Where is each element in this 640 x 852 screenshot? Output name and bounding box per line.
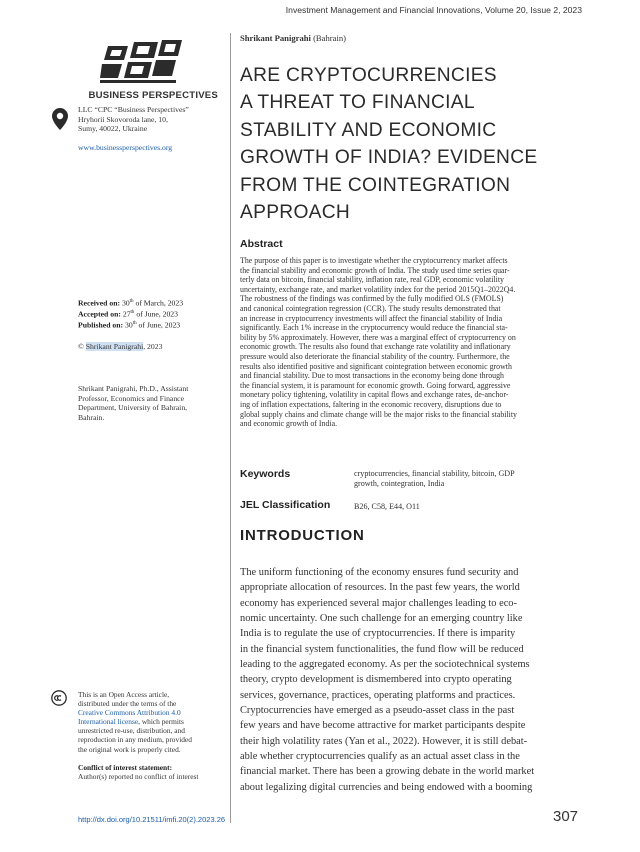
published-day: 30 [125,320,133,330]
publication-dates [78,297,228,330]
abstract-line: and canonical cointegration regression (CCR). The study results demonstrated that [240,303,501,313]
title-line: FROM THE COINTEGRATION [240,174,511,196]
body-line: nomic uncertainty. One such challenge for an emerging country like [240,613,523,625]
body-line: theory, crypto development is dismembered into crypto operating [240,674,512,686]
location-pin-icon [52,108,68,130]
address-line: LLC “CPC “Business Perspectives” [78,105,189,114]
abstract-line: and financial stability. Due to most transactions in the economy being done through [240,371,504,381]
received-date [78,297,228,308]
introduction-text [240,565,582,795]
abstract-line: and economic growth of India. [240,419,338,429]
title-line: A THREAT TO FINANCIAL [240,92,475,114]
body-line: economy has experienced several major challenges leading to eco- [240,597,517,609]
abstract-line: monetary policy tightening, volatility in capital flows and exchange rates, de-anchor- [240,390,509,400]
address-line: Hryhorii Skovoroda lane, 10, [78,114,168,124]
license-link-continued[interactable]: International license [78,717,139,727]
affiliation-line: Department, University of Bahrain, [78,403,188,413]
introduction-heading: INTRODUCTION [240,527,365,544]
body-line: financial market. There has been a growing debate in the world market [240,766,535,778]
author-line [240,33,346,43]
jel-heading: JEL Classification [240,499,331,511]
open-access-line: reproduction in any medium, provided [78,735,192,745]
open-access-line: unrestricted re-use, distribution, and [78,726,185,736]
abstract-line: bility by 5% approximately. However, there was a marginal effect of cryptocurrency on [240,332,516,342]
body-line: The uniform functioning of the economy ensures fund security and [240,567,519,578]
abstract-line: ing of inflation expectations, faltering in the economic recovery, disruptions due to [240,399,502,409]
open-access-notice [78,690,228,754]
open-access-line-rest: , which permits [138,717,184,727]
received-suffix: th [129,299,134,304]
received-label: Received on: [78,298,121,308]
title-line: STABILITY AND ECONOMIC [240,119,497,141]
published-suffix: th [132,321,137,327]
abstract-line: The robustness of the findings was confirmed by the fully modified OLS (FMOLS) [240,294,504,304]
body-line: few years and have become attractive for market participants despite [240,720,526,732]
publisher-name: BUSINESS PERSPECTIVES [88,90,218,101]
abstract-heading: Abstract [240,238,283,250]
accepted-day: 27 [122,309,131,319]
column-divider [230,33,231,823]
abstract-line: global supply chains and climate change will be the major risks to the financial stability [240,409,517,419]
abstract-line: the financial stability and economic growth of India. The study used time series quar- [240,265,510,275]
open-access-line: the original work is properly cited. [78,744,181,754]
abstract-line: the financial system, it is paramount for economic growth. Going forward, aggressive [240,380,511,390]
doi-link[interactable]: http://dx.doi.org/10.21511/imfi.20(2).2023.26 [78,815,226,824]
accepted-rest: of June, 2023 [134,309,178,319]
creative-commons-icon [51,690,67,706]
jel-codes: B26, C58, E44, O11 [354,502,420,511]
open-access-line: This is an Open Access article, [78,690,170,699]
author-country: (Bahrain) [310,33,346,43]
abstract-line: terly data on bitcoin, financial stability, inflation rate, real GDP, economic volatility [240,275,504,285]
article-title [240,62,580,226]
accepted-suffix: th [130,310,135,316]
body-line: services, governance, practices, operating platforms and practices. [240,689,516,701]
published-label: Published on: [78,320,124,330]
conflict-of-interest [78,763,230,781]
author-name: Shrikant Panigrahi [240,33,311,43]
publisher-website-link[interactable]: www.businessperspectives.org [78,143,173,152]
accepted-label: Accepted on: [78,309,121,319]
body-line: appropriate allocation of resources. In the past few years, the world [240,582,520,594]
abstract-line: significantly. Each 1% increase in the cryptocurrency would reduce the financial sta- [240,323,508,333]
body-line: Cryptocurrencies have emerged as a pseudo-asset class in the past [240,705,515,717]
title-line: APPROACH [240,202,351,224]
publisher-address [78,105,228,134]
page-number: 307 [553,808,579,825]
abstract-line: The purpose of this paper is to investigate whether the cryptocurrency market affects [240,256,508,265]
copyright-notice [78,342,162,351]
published-rest: of June, 2023 [136,320,181,330]
copyright-name: Shrikant Panigrahi [85,342,144,351]
conflict-heading: Conflict of interest statement: [78,763,173,772]
body-line: leading to the aggregated economy. As per the sociotechnical systems [240,659,530,671]
keywords-line: growth, cointegration, India [354,479,445,489]
abstract-line: results also identified positive and significant cointegration between economic growth [240,361,512,371]
abstract-line: uncertainty, exchange rate, and market volatility index for the period 2015Q1–2022Q4. [240,284,516,294]
author-affiliation [78,384,228,422]
title-line: ARE CRYPTOCURRENCIES [240,65,497,86]
body-line: about legalizing digital currencies and being endowed with a booming [240,781,533,793]
body-line: able whether cryptocurrencies qualify as an actual asset class in the [240,751,520,763]
received-day: 30 [121,298,130,308]
keywords-heading: Keywords [240,468,291,480]
affiliation-line: Shrikant Panigrahi, Ph.D., Assistant [78,384,189,393]
journal-header: Investment Management and Financial Innovations, Volume 20, Issue 2, 2023 [285,5,582,15]
business-perspectives-logo [100,38,184,88]
keywords-line: cryptocurrencies, financial stability, bitcoin, GDP [354,469,515,478]
abstract-line: pressure would also deteriorate the financial stability of the country. Furthermore, the [240,351,510,361]
published-date [78,319,228,330]
body-line: their high volatility rates (Yan et al., 2022). However, it is still debat- [240,735,528,747]
accepted-date [78,308,228,319]
title-line: GROWTH OF INDIA? EVIDENCE [240,147,538,169]
affiliation-line: Bahrain. [78,412,105,422]
license-link[interactable]: Creative Commons Attribution 4.0 [78,708,181,718]
address-line: Sumy, 40022, Ukraine [78,124,148,134]
body-line: India is to regulate the use of cryptocurrencies. If there is imparity [240,628,516,640]
copyright-symbol: © [78,342,84,351]
affiliation-line: Professor, Economics and Finance [78,393,185,403]
keywords-list [354,469,580,490]
conflict-text: Author(s) reported no conflict of interest [78,772,199,782]
copyright-year: , 2023 [143,342,163,351]
body-line: in the financial system functionalities, the fund flow will be reduced [240,643,524,655]
abstract-text [240,256,582,429]
open-access-line: distributed under the terms of the [78,699,177,709]
open-access-line [78,717,228,726]
received-rest: of March, 2023 [133,298,184,308]
abstract-line: economic growth. The results also found that exchange rate volatility and inflationary [240,342,511,352]
abstract-line: an increase in cryptocurrency investments will affect the financial stability of India [240,313,503,323]
